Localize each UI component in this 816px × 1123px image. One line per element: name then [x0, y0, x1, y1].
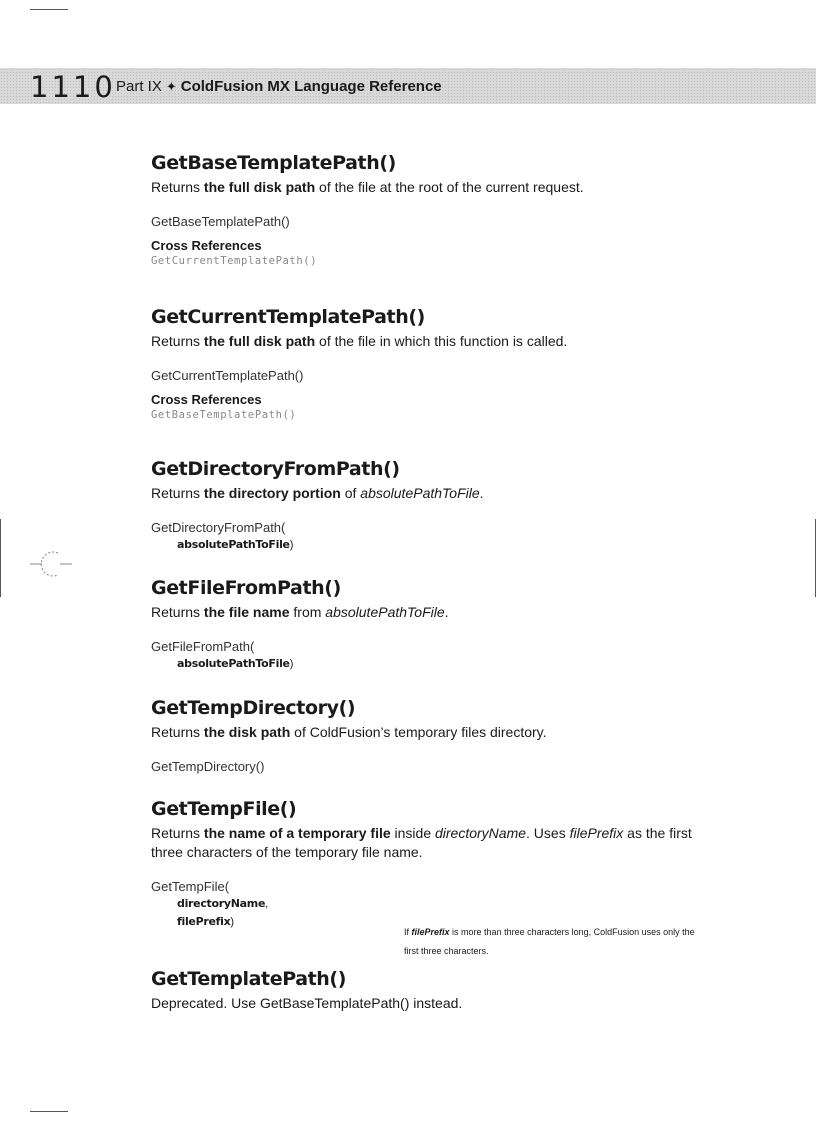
cross-references-heading: Cross References [151, 392, 262, 407]
desc-text: of the file at the root of the current request. [315, 179, 584, 195]
function-syntax: GetTempDirectory() [151, 759, 265, 774]
desc-emphasis: the full disk path [203, 179, 316, 195]
desc-emphasis: the disk path [203, 724, 291, 740]
crop-mark [30, 9, 68, 10]
function-name: GetDirectoryFromPath() [151, 458, 400, 480]
function-syntax: GetCurrentTemplatePath() [151, 368, 304, 383]
note-text: If [404, 927, 412, 937]
function-name: GetCurrentTemplatePath() [151, 306, 425, 328]
desc-emphasis: the file name [203, 604, 290, 620]
syntax-close: ) [230, 916, 234, 928]
argument-name: absolutePathToFile [177, 657, 290, 670]
note-parameter: filePrefix [411, 927, 450, 937]
running-header-title [116, 77, 442, 97]
function-syntax: GetBaseTemplatePath() [151, 214, 290, 229]
registration-mark-icon [30, 549, 74, 579]
desc-text: . [479, 485, 484, 501]
desc-emphasis: the full disk path [203, 333, 316, 349]
syntax-close: ) [289, 539, 294, 551]
desc-text: from [289, 604, 326, 620]
desc-text: inside [390, 825, 435, 841]
desc-text: Returns [151, 333, 204, 349]
desc-parameter: filePrefix [569, 825, 624, 841]
syntax-argument [151, 536, 711, 554]
desc-text: Returns [151, 825, 204, 841]
function-description: Deprecated. Use GetBaseTemplatePath() instead. [151, 995, 463, 1011]
syntax-argument [151, 655, 711, 673]
function-syntax [151, 638, 711, 673]
function-description [151, 178, 711, 197]
function-name: GetTempDirectory() [151, 697, 356, 719]
syntax-separator: , [265, 898, 268, 910]
desc-text: . Uses [526, 825, 570, 841]
syntax-argument [151, 895, 711, 913]
crop-mark [30, 1111, 68, 1112]
cross-reference: GetBaseTemplatePath() [151, 409, 297, 421]
entry-gettempdirectory [151, 695, 711, 775]
desc-text: . [444, 604, 449, 620]
diamond-icon: ✦ [165, 79, 177, 94]
note-text: is more than three characters long, ColdFusion uses only the [449, 927, 695, 937]
part-label: Part IX [116, 78, 162, 95]
function-description [151, 332, 711, 351]
cross-reference: GetCurrentTemplatePath() [151, 255, 318, 267]
function-description [151, 484, 711, 503]
entry-getdirectoryfrompath [151, 456, 711, 554]
function-name: GetFileFromPath() [151, 577, 341, 599]
page-number: 1110 [30, 70, 116, 104]
syntax-close: ) [289, 658, 294, 670]
function-name: GetBaseTemplatePath() [151, 152, 396, 174]
entry-getcurrenttemplatepath [151, 304, 711, 422]
book-title: ColdFusion MX Language Reference [180, 78, 442, 95]
desc-text: of ColdFusion’s temporary files directory. [290, 724, 547, 740]
argument-name: filePrefix [177, 915, 231, 928]
cross-references-heading: Cross References [151, 238, 262, 253]
desc-parameter: directoryName [435, 825, 527, 841]
function-description [151, 603, 711, 622]
desc-emphasis: the name of a temporary file [203, 825, 391, 841]
desc-text: Returns [151, 724, 204, 740]
desc-text: as the first three characters of the temporary file name. [151, 825, 692, 860]
desc-parameter: absolutePathToFile [360, 485, 480, 501]
desc-text: of [340, 485, 361, 501]
syntax-open: GetFileFromPath( [151, 639, 255, 654]
function-description [151, 723, 711, 742]
entry-getbasetemplatepath [151, 150, 711, 268]
desc-text: Returns [151, 485, 204, 501]
entry-gettemplatepath [151, 966, 711, 1013]
entry-getfilefrompath [151, 575, 711, 673]
margin-note [404, 923, 704, 961]
desc-parameter: absolutePathToFile [325, 604, 445, 620]
function-name: GetTempFile() [151, 798, 297, 820]
argument-name: directoryName [177, 897, 266, 910]
desc-emphasis: the directory portion [203, 485, 341, 501]
function-description [151, 824, 696, 862]
crop-mark [0, 519, 1, 597]
function-name: GetTemplatePath() [151, 968, 347, 990]
entry-gettempfile [151, 796, 711, 931]
argument-name: absolutePathToFile [177, 538, 290, 551]
note-text: first three characters. [404, 946, 489, 956]
syntax-open: GetTempFile( [151, 879, 230, 894]
syntax-open: GetDirectoryFromPath( [151, 520, 286, 535]
desc-text: Returns [151, 604, 204, 620]
desc-text: Returns [151, 179, 204, 195]
function-syntax [151, 519, 711, 554]
desc-text: of the file in which this function is called. [315, 333, 568, 349]
